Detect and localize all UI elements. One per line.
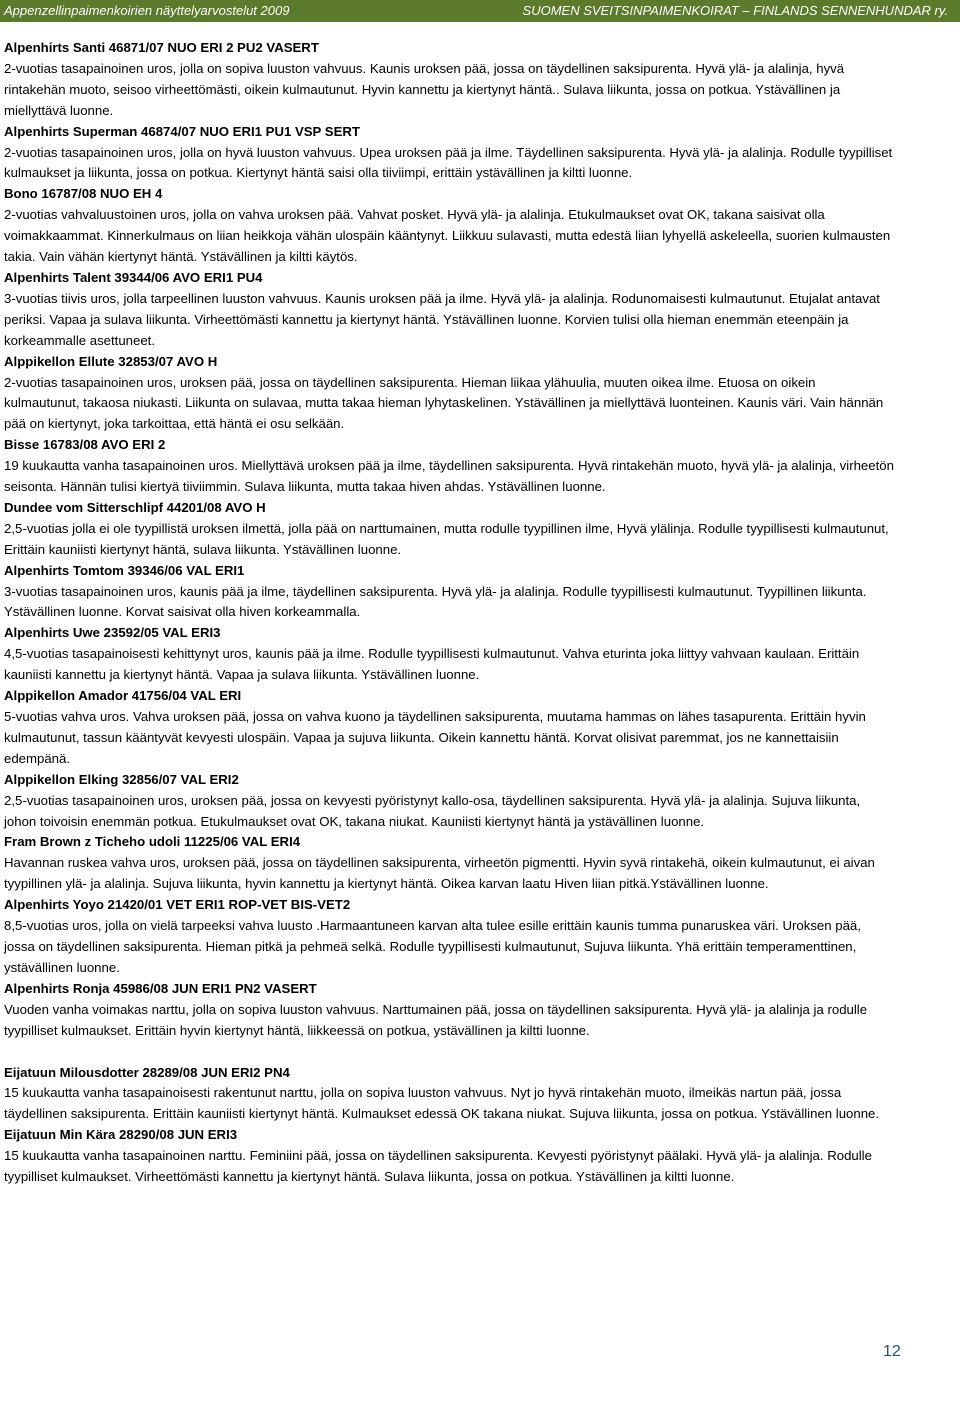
entry: [4, 38, 894, 122]
entry-title: Alpenhirts Talent 39344/06 AVO ERI1 PU4: [4, 269, 263, 285]
entry-text: 3-vuotias tiivis uros, jolla tarpeellinen luuston vahvuus. Kaunis uroksen pää ja ilme. Hyvä ylä- ja alalinja. Rodunomaisesti kulmautunut. Etujalat antavat periksi. Vapaa ja sulava liikunta. Virheettömästi kannettu ja kiertynyt häntä. Ystävällinen luonne. Korvien tulisi olla hieman enemmän eteenpäin ja korkeammalle asettuneet.: [4, 290, 880, 348]
entry: [4, 623, 894, 686]
entry: [4, 352, 894, 436]
entry: [4, 122, 894, 185]
entry-title: Eijatuun Milousdotter 28289/08 JUN ERI2 PN4: [4, 1064, 290, 1080]
entry: [4, 770, 894, 833]
entry-text: 8,5-vuotias uros, jolla on vielä tarpeeksi vahva luusto .Harmaantuneen karvan alta tulee esille erittäin kaunis tumma punaruskea väri. Uroksen pää, jossa on täydellinen saksipurenta. Hieman pitkä ja pehmeä selkä. Rodulle tyypillisesti kulmautunut, Sujuva liikunta. Yhä erittäin temperamenttinen, ystävällinen luonne.: [4, 918, 861, 975]
entry-title: Eijatuun Min Kära 28290/08 JUN ERI3: [4, 1127, 238, 1143]
document-body: [4, 38, 894, 1188]
entry-text: 2-vuotias tasapainoinen uros, jolla on hyvä luuston vahvuus. Upea uroksen pää ja ilme. Täydellinen saksipurenta. Hyvä ylä- ja alalinja. Rodulle tyypilliset kulmaukset ja liikunta, jossa on potkua. Kiertynyt häntä saisi olla tiiviimpi, erittäin ystävällinen ja kiltti luonne.: [4, 144, 893, 181]
entry-title: Bisse 16783/08 AVO ERI 2: [4, 437, 166, 453]
entry-title: Alppikellon Elking 32856/07 VAL ERI2: [4, 771, 239, 787]
entry-title: Alpenhirts Ronja 45986/08 JUN ERI1 PN2 VASERT: [4, 980, 317, 996]
header-organization: SUOMEN SVEITSINPAIMENKOIRAT – FINLANDS SENNENHUNDAR ry.: [522, 3, 948, 18]
header-title: Appenzellinpaimenkoirien näyttelyarvostelut 2009: [4, 3, 290, 18]
entry-text: 2-vuotias tasapainoinen uros, jolla on sopiva luuston vahvuus. Kaunis uroksen pää, jossa on täydellinen saksipurenta. Hyvä ylä- ja alalinja, hyvä rintakehän muoto, seisoo virheettömästi, oikein kulmautunut. Hyvin kannettu ja kiertynyt häntä.. Sulava liikunta, jossa on potkua. Ystävällinen ja miellyttävä luonne.: [4, 60, 845, 118]
entry-text: 5-vuotias vahva uros. Vahva uroksen pää, jossa on vahva kuono ja täydellinen saksipurenta, muutama hammas on lähes tasapurenta. Erittäin hyvin kulmautunut, tassun kääntyvät kevyesti ulospäin. Vapaa ja sujuva liikunta. Oikein kannettu häntä. Korvat olisivat paremmat, jos ne kannettaisiin edempänä.: [4, 709, 866, 766]
entry-title: Alppikellon Ellute 32853/07 AVO H: [4, 353, 218, 369]
entry-text: 2,5-vuotias tasapainoinen uros, uroksen pää, jossa on kevyesti pyöristynyt kallo-osa, täydellinen saksipurenta. Hyvä ylä- ja alalinja. Sujuva liikunta, johon toivoisin enemmän potkua. Etukulmaukset ovat OK, takana niukat. Kauniisti kiertynyt häntä ja ystävällinen luonne.: [4, 792, 861, 829]
entry: [4, 1063, 894, 1126]
entry-title: Alppikellon Amador 41756/04 VAL ERI: [4, 688, 242, 704]
entry-text: 15 kuukautta vanha tasapainoisesti rakentunut narttu, jolla on sopiva luuston vahvuus. Nyt jo hyvä rintakehän muoto, ilmeikäs nartun pää, jossa täydellinen saksipurenta. Erittäin kauniisti kiertynyt häntä. Kulmaukset edessä OK takana niukat. Sujuva liikunta, jossa on potkua. Ystävällinen luonne.: [4, 1085, 880, 1122]
entry-text: 19 kuukautta vanha tasapainoinen uros. Miellyttävä uroksen pää ja ilme, täydellinen saksipurenta. Hyvä rintakehän muoto, hyvä ylä- ja alalinja, virheetön seisonta. Hännän tulisi kiertyä tiiviimmin. Sulava liikunta, mutta takaa hiven ahdas. Ystävällinen luonne.: [4, 458, 894, 495]
entry-text: Havannan ruskea vahva uros, uroksen pää, jossa on täydellinen saksipurenta, virheetön pigmentti. Hyvin syvä rintakehä, oikein kulmautunut, ei aivan tyypillinen ylä- ja alalinja. Sujuva liikunta, hyvin kannettu ja kiertynyt häntä. Oikea karvan laatu Hiven liian pitkä.Ystävällinen luonne.: [4, 855, 875, 892]
entry: [4, 979, 894, 1042]
entry-text: 2-vuotias tasapainoinen uros, uroksen pää, jossa on täydellinen saksipurenta. Hieman liikaa ylähuulia, muuten oikea ilme. Etuosa on oikein kulmautunut, takaosa niukasti. Liikunta on sulavaa, mutta takaa hieman lyhytaskelinen. Ystävällinen ja miellyttävä luonteinen. Kaunis väri. Vain hännän pää on kiertynyt, joka tarkoittaa, että häntä ei osu selkään.: [4, 374, 884, 432]
entry: [4, 1125, 894, 1188]
entry: [4, 561, 894, 624]
entry: [4, 686, 894, 770]
entry: [4, 895, 894, 979]
entry-title: Alpenhirts Superman 46874/07 NUO ERI1 PU1 VSP SERT: [4, 123, 360, 139]
entry-text: 2-vuotias vahvaluustoinen uros, jolla on vahva uroksen pää. Vahvat posket. Hyvä ylä- ja alalinja. Etukulmaukset ovat OK, takana saisivat olla voimakkaammat. Kinnerkulmaus on liian heikkoja vähän ulospäin kääntynyt. Liikkuu sulavasti, mutta edestä liian lyhyellä askeleella, suorien kulmausten takia. Vain vähän kiertynyt häntä. Ystävällinen ja kiltti käytös.: [4, 207, 891, 265]
entry-title: Alpenhirts Uwe 23592/05 VAL ERI3: [4, 625, 221, 641]
page-header: [0, 0, 960, 22]
entry-title: Alpenhirts Yoyo 21420/01 VET ERI1 ROP-VET BIS-VET2: [4, 897, 351, 913]
entry-title: Alpenhirts Santi 46871/07 NUO ERI 2 PU2 VASERT: [4, 40, 319, 55]
entry: [4, 832, 894, 895]
entry-text: Vuoden vanha voimakas narttu, jolla on sopiva luuston vahvuus. Narttumainen pää, jossa on täydellinen saksipurenta. Hyvä ylä- ja alalinja ja rodulle tyypilliset kulmaukset. Erittäin hyvin kiertynyt häntä, liikkeessä on potkua, ystävällinen ja kiltti luonne.: [4, 1001, 868, 1038]
entry-text: 3-vuotias tasapainoinen uros, kaunis pää ja ilme, täydellinen saksipurenta. Hyvä ylä- ja alalinja. Rodulle tyypillisesti kulmautunut. Tyypillinen liikunta. Ystävällinen luonne. Korvat saisivat olla hiven korkeammalla.: [4, 583, 867, 620]
entry-text: 2,5-vuotias jolla ei ole tyypillistä uroksen ilmettä, jolla pää on narttumainen, mutta rodulle tyypillinen ilme, Hyvä ylälinja. Rodulle tyypillisesti kulmautunut, Erittäin kauniisti kiertynyt häntä, sulava liikunta. Ystävällinen luonne.: [4, 520, 889, 557]
entry-title: Dundee vom Sitterschlipf 44201/08 AVO H: [4, 499, 266, 515]
entry-title: Alpenhirts Tomtom 39346/06 VAL ERI1: [4, 562, 245, 578]
entry: [4, 435, 894, 498]
entry-text: 4,5-vuotias tasapainoisesti kehittynyt uros, kaunis pää ja ilme. Rodulle tyypillisesti kulmautunut. Vahva eturinta joka liittyy vahvaan kaulaan. Erittäin kauniisti kannettu ja kiertynyt häntä. Vapaa ja sulava liikunta. Ystävällinen luonne.: [4, 646, 860, 683]
entry: [4, 184, 894, 268]
page-number: 12: [883, 1343, 901, 1360]
entry-text: 15 kuukautta vanha tasapainoinen narttu. Feminiini pää, jossa on täydellinen saksipurenta. Kevyesti pyöristynyt päälaki. Hyvä ylä- ja alalinja. Rodulle tyypilliset kulmaukset. Virheettömästi kannettu ja kiertynyt häntä. Sulava liikunta, jossa on potkua. Ystävällinen ja kiltti luonne.: [4, 1148, 872, 1185]
entry: [4, 498, 894, 561]
entry: [4, 268, 894, 352]
entry-title: Fram Brown z Ticheho udoli 11225/06 VAL ERI4: [4, 834, 301, 850]
entry-title: Bono 16787/08 NUO EH 4: [4, 186, 163, 202]
